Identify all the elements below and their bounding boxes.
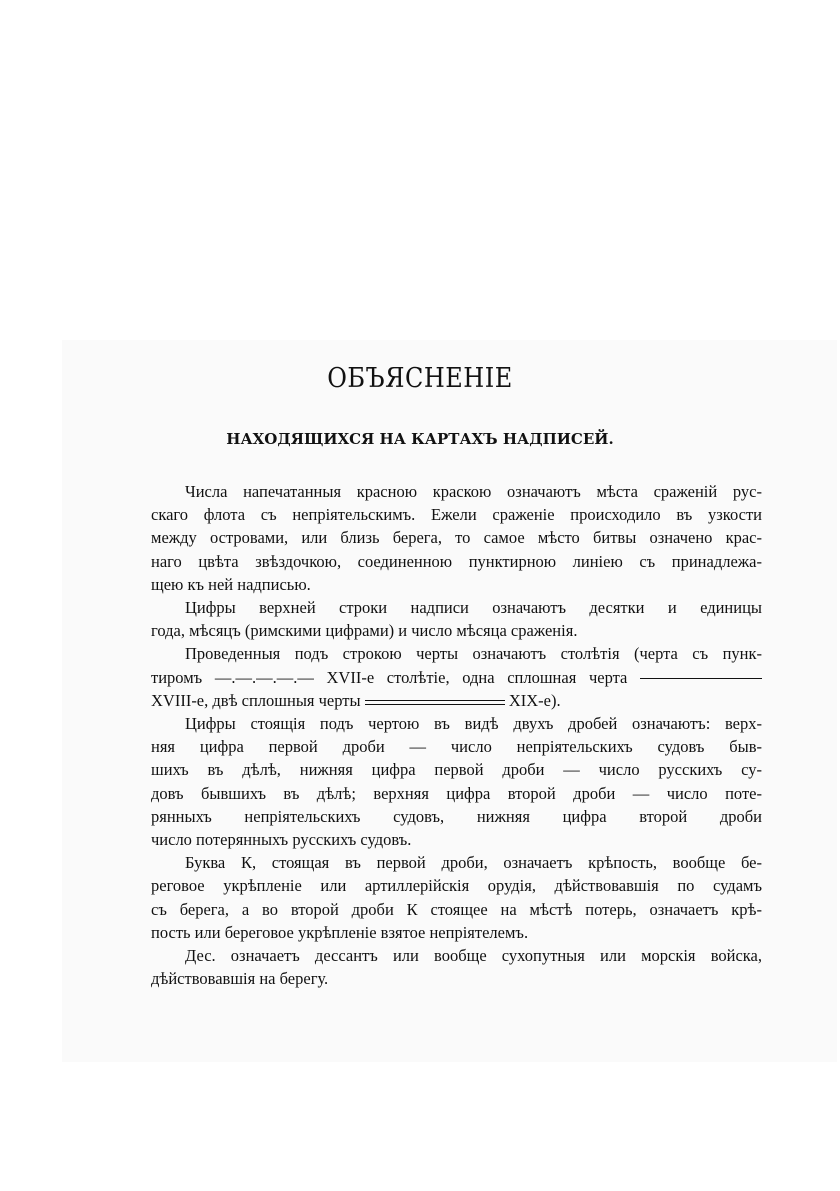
text-line: Дес. означаетъ дессантъ или вообще сухопутныя или морскія войска, xyxy=(185,946,762,966)
text-line: рянныхъ непріятельскихъ судовъ, нижняя цифра второй дроби xyxy=(151,806,762,826)
body-text xyxy=(117,480,762,990)
paragraph-1 xyxy=(117,480,762,596)
text-line: Буква К, стоящая въ первой дроби, означаетъ крѣпость, вообще бе- xyxy=(185,853,762,873)
paragraph-5 xyxy=(117,851,762,944)
text-line: Числа напечатанныя красною краскою означаютъ мѣста сраженій рус- xyxy=(185,482,762,501)
text-segment: XVIII-е, двѣ сплошныя черты xyxy=(151,690,361,710)
text-line: няя цифра первой дроби — число непріятельскихъ судовъ быв- xyxy=(151,737,762,757)
text-segment: XIX-е). xyxy=(508,690,561,710)
text-line: дѣйствовавшія на берегу. xyxy=(151,969,329,989)
text-line: пость или береговое укрѣпленіе взятое непріятелемъ. xyxy=(151,922,529,942)
text-line: число потерянныхъ русскихъ судовъ. xyxy=(151,830,412,850)
text-segment: тиромъ —.—.—.—.— XVII-е столѣтіе, одна сплошная черта xyxy=(151,667,628,687)
single-rule-sample xyxy=(640,678,762,679)
text-line: довъ бывшихъ въ дѣлѣ; верхняя цифра второй дроби — число поте- xyxy=(151,783,762,803)
text-line: Цифры верхней строки надписи означаютъ десятки и единицы xyxy=(185,598,762,618)
page-subtitle: НАХОДЯЩИХСЯ НА КАРТАХЪ НАДПИСЕЙ. xyxy=(226,430,614,448)
text-line: щею къ ней надписью. xyxy=(151,574,311,594)
text-line: между островами, или близь берега, то самое мѣсто битвы означено крас- xyxy=(151,528,762,548)
paragraph-4 xyxy=(117,712,762,851)
double-rule-sample xyxy=(365,700,505,705)
text-line xyxy=(117,689,762,712)
text-line: реговое укрѣпленіе или артиллерійскія орудія, дѣйствовавшія по судамъ xyxy=(151,876,762,896)
text-line: съ берега, а во второй дроби К стоящее на мѣстѣ потерь, означаетъ крѣ- xyxy=(151,899,762,919)
text-line: Цифры стоящія подъ чертою въ видѣ двухъ дробей означаютъ: верх- xyxy=(185,714,762,734)
text-line: скаго флота съ непріятельскимъ. Ежели сраженіе происходило въ узкости xyxy=(151,505,762,525)
page-title: ОБЪЯСНЕНІЕ xyxy=(327,362,513,394)
text-line xyxy=(117,666,762,689)
text-line: года, мѣсяцъ (римскими цифрами) и число мѣсяца сраженія. xyxy=(151,621,578,641)
paragraph-6 xyxy=(117,944,762,990)
text-line: наго цвѣта звѣздочкою, соединенною пунктирною линіею съ принадлежа- xyxy=(151,551,762,571)
text-line: Проведенныя подъ строкою черты означаютъ столѣтія (черта съ пунк- xyxy=(185,644,762,664)
paragraph-3 xyxy=(117,642,762,712)
text-line: шихъ въ дѣлѣ, нижняя цифра первой дроби — число русскихъ су- xyxy=(151,760,762,780)
paragraph-2 xyxy=(117,596,762,642)
